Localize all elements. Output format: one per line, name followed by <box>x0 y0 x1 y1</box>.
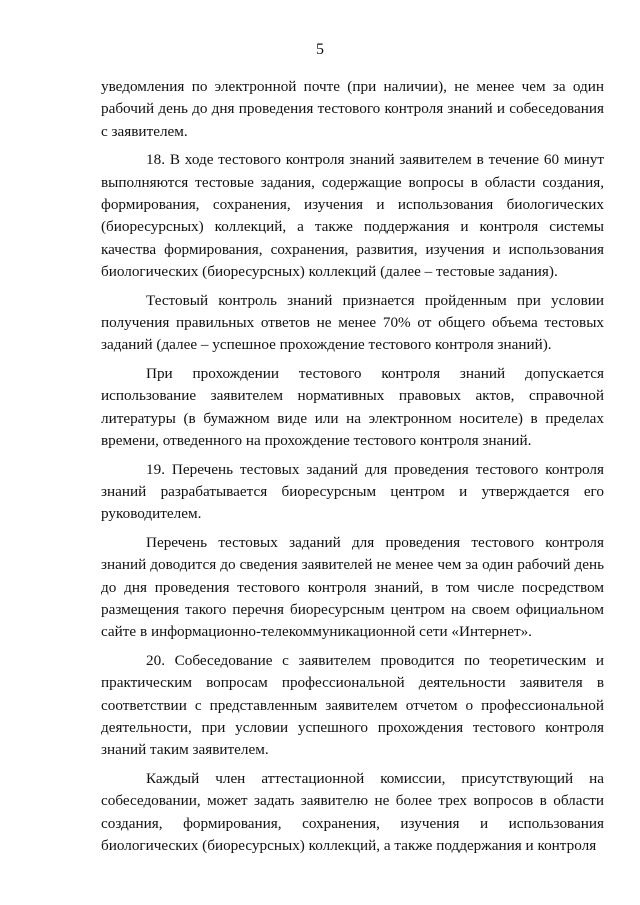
paragraph-allowed-materials: При прохождении тестового контроля знаний допускается использование заявителем нормативных правовых актов, справочной литературы (в бумажном виде или на электронном носителе) в пределах времени, отведенного на прохождение тестового контроля знаний. <box>101 364 604 450</box>
paragraph-19: 19. Перечень тестовых заданий для проведения тестового контроля знаний разрабатывается биоресурсным центром и утверждается его руководителем. <box>101 460 604 523</box>
paragraph-20: 20. Собеседование с заявителем проводится по теоретическим и практическим вопросам профессиональной деятельности заявителя в соответствии с представленным заявителем отчетом о профессиональной деятельности, при условии успешного прохождения тестового контроля знаний таким заявителем. <box>101 651 604 759</box>
paragraph-18: 18. В ходе тестового контроля знаний заявителем в течение 60 минут выполняются тестовые задания, содержащие вопросы в области создания, формирования, сохранения, изучения и использования биологических (биоресурсных) коллекций, а также поддержания и контроля системы качества формирования, сохранения, развития, изучения и использования биологических (биоресурсных) коллекций (далее – тестовые задания). <box>101 151 604 281</box>
paragraph-commission-questions: Каждый член аттестационной комиссии, присутствующий на собеседовании, может задать заявителю не более трех вопросов в области создания, формирования, сохранения, изучения и использования биологических (биоресурсных) коллекций, а также поддержания и контроля <box>101 769 604 854</box>
document-body <box>101 76 604 857</box>
paragraph-test-list-notification: Перечень тестовых заданий для проведения тестового контроля знаний доводится до сведения заявителей не менее чем за один рабочий день до дня проведения тестового контроля знаний, в том числе посредством размещения такого перечня биоресурсным центром на своем официальном сайте в информационно-телекоммуникационной сети «Интернет». <box>101 533 604 641</box>
page-number: 5 <box>316 41 324 58</box>
paragraph-test-passing-criteria: Тестовый контроль знаний признается пройденным при условии получения правильных ответов не менее 70% от общего объема тестовых заданий (далее – успешное прохождение тестового контроля знаний). <box>101 291 604 354</box>
paragraph-continuation: уведомления по электронной почте (при наличии), не менее чем за один рабочий день до дня проведения тестового контроля знаний и собеседования с заявителем. <box>101 78 604 140</box>
